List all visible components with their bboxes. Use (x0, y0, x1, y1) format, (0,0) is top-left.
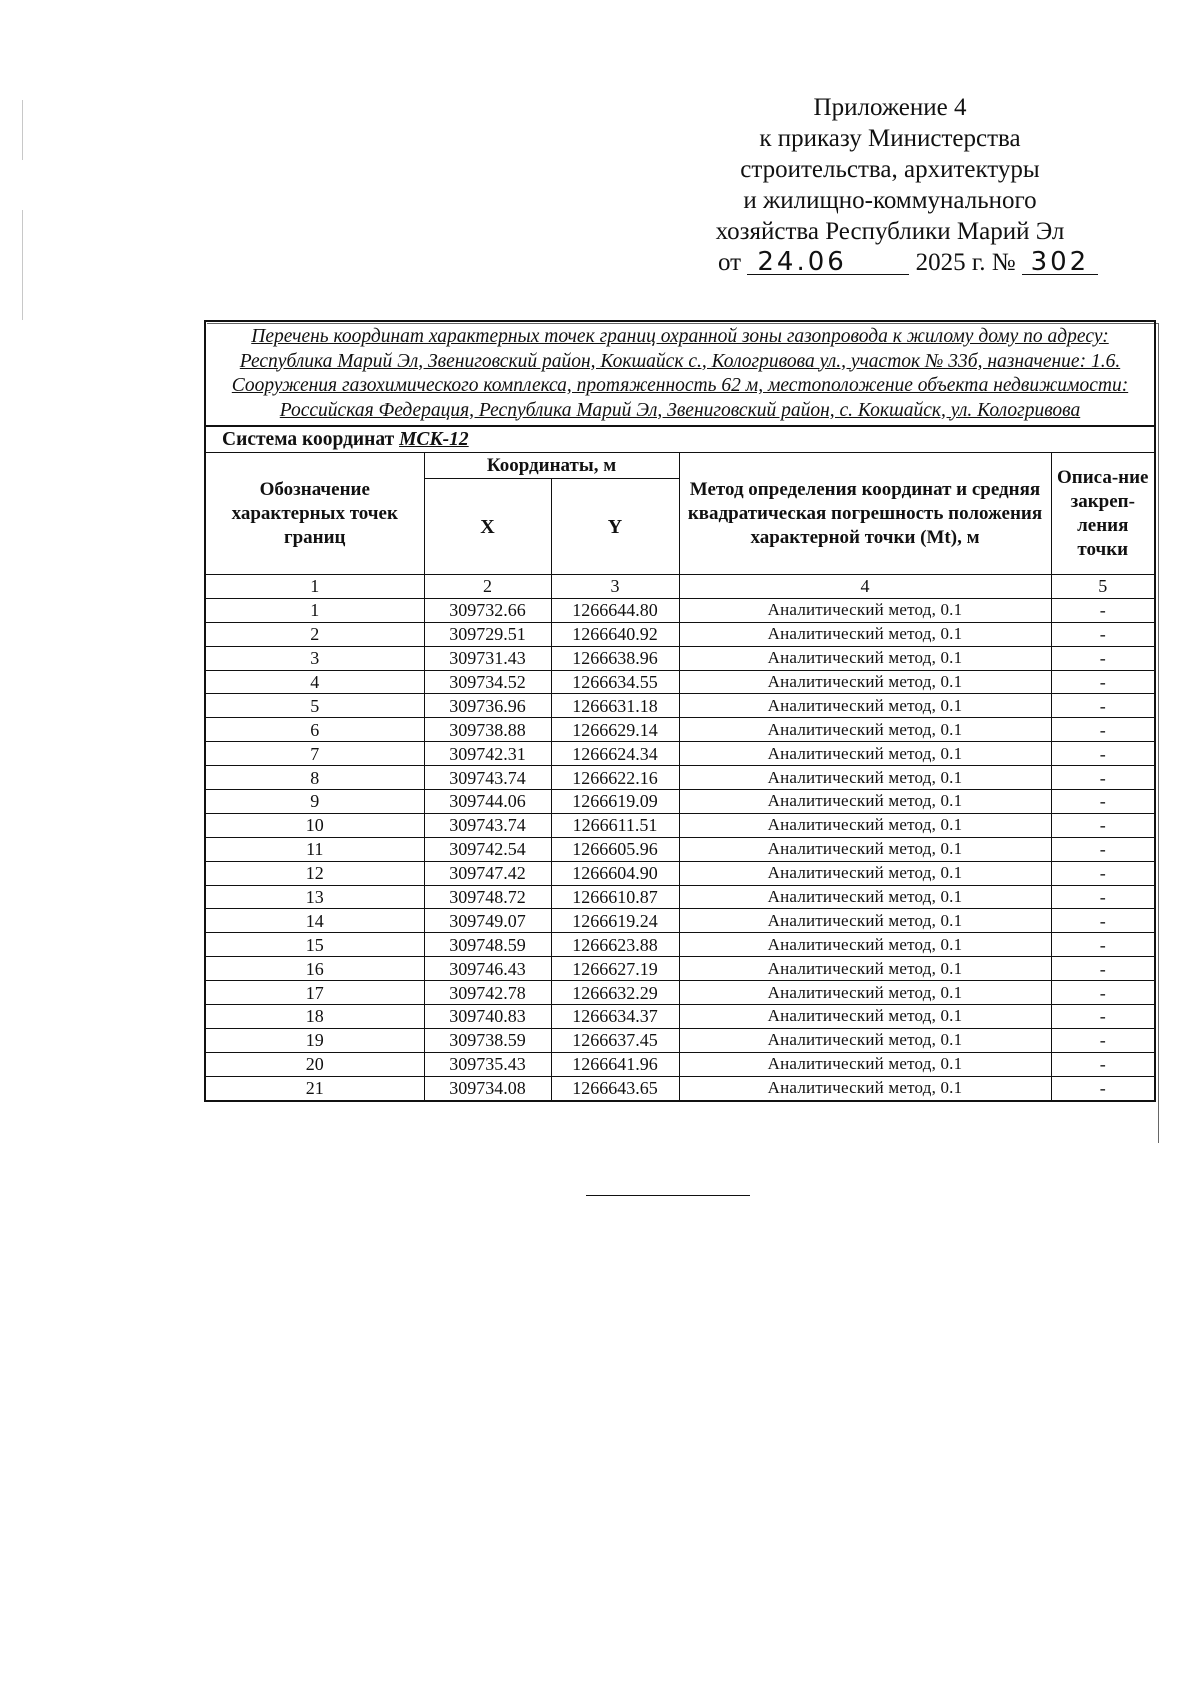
description-cell: - (1051, 885, 1154, 909)
y-coordinate: 1266632.29 (551, 981, 679, 1005)
header-point: Обозначение характерных точек границ (206, 453, 424, 575)
header-description: Описа-ние закреп-ления точки (1051, 453, 1154, 575)
method-cell: Аналитический метод, 0.1 (679, 718, 1051, 742)
table-row (206, 1005, 1154, 1029)
point-number: 5 (206, 694, 424, 718)
x-coordinate: 309746.43 (424, 957, 551, 981)
y-coordinate: 1266624.34 (551, 742, 679, 766)
description-cell: - (1051, 718, 1154, 742)
x-coordinate: 309738.88 (424, 718, 551, 742)
handwritten-order-number: 302 (1022, 250, 1098, 275)
point-number: 3 (206, 646, 424, 670)
y-coordinate: 1266623.88 (551, 933, 679, 957)
table-row (206, 718, 1154, 742)
method-cell: Аналитический метод, 0.1 (679, 837, 1051, 861)
table-row (206, 1052, 1154, 1076)
table-row (206, 766, 1154, 790)
method-cell: Аналитический метод, 0.1 (679, 981, 1051, 1005)
description-cell: - (1051, 598, 1154, 622)
description-cell: - (1051, 813, 1154, 837)
table-row (206, 909, 1154, 933)
order-year: 2025 г. № (915, 249, 1016, 276)
method-cell: Аналитический метод, 0.1 (679, 957, 1051, 981)
description-cell: - (1051, 766, 1154, 790)
x-coordinate: 309729.51 (424, 622, 551, 646)
description-cell: - (1051, 981, 1154, 1005)
description-cell: - (1051, 646, 1154, 670)
header-method: Метод определения координат и средняя квадратическая погрешность положения характерной точки (Mt), м (679, 453, 1051, 575)
y-coordinate: 1266638.96 (551, 646, 679, 670)
point-number: 20 (206, 1052, 424, 1076)
intro-text: Перечень координат характерных точек границ охранной зоны газопровода к жилому дому по адресу: Республика Марий Эл, Звениговский район, Кокшайск с., Кологривова ул., участок № 33б, назначение: 1.6. Сооружения газохимического комплекса, протяженность 62 м, местоположение объекта недвижимости: Российская Федерация, Республика Марий Эл, Звениговский район, с. Кокшайск, ул. Кологривова (206, 322, 1154, 427)
x-coordinate: 309744.06 (424, 790, 551, 814)
y-coordinate: 1266622.16 (551, 766, 679, 790)
table-row (206, 981, 1154, 1005)
method-cell: Аналитический метод, 0.1 (679, 885, 1051, 909)
point-number: 1 (206, 598, 424, 622)
method-cell: Аналитический метод, 0.1 (679, 861, 1051, 885)
method-cell: Аналитический метод, 0.1 (679, 646, 1051, 670)
point-number: 13 (206, 885, 424, 909)
table-row (206, 694, 1154, 718)
y-coordinate: 1266629.14 (551, 718, 679, 742)
y-coordinate: 1266611.51 (551, 813, 679, 837)
x-coordinate: 309749.07 (424, 909, 551, 933)
table-row (206, 837, 1154, 861)
method-cell: Аналитический метод, 0.1 (679, 813, 1051, 837)
point-number: 19 (206, 1028, 424, 1052)
table-row (206, 622, 1154, 646)
appendix-line: к приказу Министерства (759, 125, 1021, 152)
description-cell: - (1051, 933, 1154, 957)
column-number: 5 (1051, 575, 1154, 599)
method-cell: Аналитический метод, 0.1 (679, 933, 1051, 957)
appendix-line: хозяйства Республики Марий Эл (715, 218, 1065, 245)
x-coordinate: 309742.54 (424, 837, 551, 861)
y-coordinate: 1266610.87 (551, 885, 679, 909)
header-y: Y (551, 479, 679, 575)
point-number: 10 (206, 813, 424, 837)
point-number: 8 (206, 766, 424, 790)
table-row (206, 646, 1154, 670)
coordinates-document (204, 320, 1156, 1102)
point-number: 15 (206, 933, 424, 957)
x-coordinate: 309736.96 (424, 694, 551, 718)
description-cell: - (1051, 742, 1154, 766)
method-cell: Аналитический метод, 0.1 (679, 622, 1051, 646)
column-number: 3 (551, 575, 679, 599)
x-coordinate: 309747.42 (424, 861, 551, 885)
x-coordinate: 309738.59 (424, 1028, 551, 1052)
y-coordinate: 1266631.18 (551, 694, 679, 718)
point-number: 16 (206, 957, 424, 981)
point-number: 21 (206, 1076, 424, 1099)
description-cell: - (1051, 837, 1154, 861)
date-prefix: от (718, 249, 742, 276)
scan-artifact (22, 100, 23, 160)
column-number-row (206, 575, 1154, 599)
x-coordinate: 309742.31 (424, 742, 551, 766)
table-row (206, 861, 1154, 885)
description-cell: - (1051, 861, 1154, 885)
y-coordinate: 1266604.90 (551, 861, 679, 885)
y-coordinate: 1266619.09 (551, 790, 679, 814)
method-cell: Аналитический метод, 0.1 (679, 909, 1051, 933)
column-number: 2 (424, 575, 551, 599)
table-row (206, 670, 1154, 694)
point-number: 7 (206, 742, 424, 766)
appendix-line: строительства, архитектуры (740, 156, 1040, 183)
coordinate-system-code: МСК-12 (399, 429, 469, 450)
x-coordinate: 309735.43 (424, 1052, 551, 1076)
description-cell: - (1051, 670, 1154, 694)
coordinate-system (206, 427, 1154, 453)
handwritten-date: 24.06 (747, 250, 909, 275)
method-cell: Аналитический метод, 0.1 (679, 1028, 1051, 1052)
description-cell: - (1051, 1005, 1154, 1029)
appendix-line: и жилищно-коммунального (743, 187, 1037, 214)
description-cell: - (1051, 622, 1154, 646)
description-cell: - (1051, 694, 1154, 718)
x-coordinate: 309732.66 (424, 598, 551, 622)
table-row (206, 885, 1154, 909)
x-coordinate: 309740.83 (424, 1005, 551, 1029)
y-coordinate: 1266634.37 (551, 1005, 679, 1029)
method-cell: Аналитический метод, 0.1 (679, 1076, 1051, 1099)
table-row (206, 790, 1154, 814)
y-coordinate: 1266619.24 (551, 909, 679, 933)
header-x: X (424, 479, 551, 575)
scan-artifact (22, 210, 23, 320)
header-coordinates: Координаты, м (424, 453, 679, 479)
x-coordinate: 309748.59 (424, 933, 551, 957)
x-coordinate: 309731.43 (424, 646, 551, 670)
x-coordinate: 309734.52 (424, 670, 551, 694)
table-row (206, 1076, 1154, 1099)
point-number: 14 (206, 909, 424, 933)
x-coordinate: 309742.78 (424, 981, 551, 1005)
coordinates-table (206, 453, 1154, 1100)
method-cell: Аналитический метод, 0.1 (679, 742, 1051, 766)
description-cell: - (1051, 1076, 1154, 1099)
point-number: 11 (206, 837, 424, 861)
coordinate-system-label: Система координат (222, 429, 395, 450)
description-cell: - (1051, 909, 1154, 933)
method-cell: Аналитический метод, 0.1 (679, 790, 1051, 814)
point-number: 2 (206, 622, 424, 646)
appendix-header (660, 92, 1120, 278)
y-coordinate: 1266644.80 (551, 598, 679, 622)
x-coordinate: 309734.08 (424, 1076, 551, 1099)
column-number: 4 (679, 575, 1051, 599)
method-cell: Аналитический метод, 0.1 (679, 1052, 1051, 1076)
table-row (206, 598, 1154, 622)
y-coordinate: 1266605.96 (551, 837, 679, 861)
table-row (206, 933, 1154, 957)
method-cell: Аналитический метод, 0.1 (679, 670, 1051, 694)
y-coordinate: 1266627.19 (551, 957, 679, 981)
table-row (206, 957, 1154, 981)
y-coordinate: 1266641.96 (551, 1052, 679, 1076)
description-cell: - (1051, 1052, 1154, 1076)
point-number: 6 (206, 718, 424, 742)
y-coordinate: 1266637.45 (551, 1028, 679, 1052)
method-cell: Аналитический метод, 0.1 (679, 1005, 1051, 1029)
x-coordinate: 309743.74 (424, 766, 551, 790)
table-row (206, 813, 1154, 837)
column-number: 1 (206, 575, 424, 599)
point-number: 17 (206, 981, 424, 1005)
order-date-line (660, 247, 1120, 278)
method-cell: Аналитический метод, 0.1 (679, 598, 1051, 622)
x-coordinate: 309748.72 (424, 885, 551, 909)
point-number: 4 (206, 670, 424, 694)
y-coordinate: 1266634.55 (551, 670, 679, 694)
point-number: 9 (206, 790, 424, 814)
description-cell: - (1051, 790, 1154, 814)
x-coordinate: 309743.74 (424, 813, 551, 837)
method-cell: Аналитический метод, 0.1 (679, 766, 1051, 790)
y-coordinate: 1266640.92 (551, 622, 679, 646)
appendix-line: Приложение 4 (813, 94, 967, 121)
y-coordinate: 1266643.65 (551, 1076, 679, 1099)
table-row (206, 742, 1154, 766)
description-cell: - (1051, 1028, 1154, 1052)
point-number: 18 (206, 1005, 424, 1029)
description-cell: - (1051, 957, 1154, 981)
table-row (206, 1028, 1154, 1052)
point-number: 12 (206, 861, 424, 885)
end-separator-line (586, 1195, 750, 1196)
method-cell: Аналитический метод, 0.1 (679, 694, 1051, 718)
